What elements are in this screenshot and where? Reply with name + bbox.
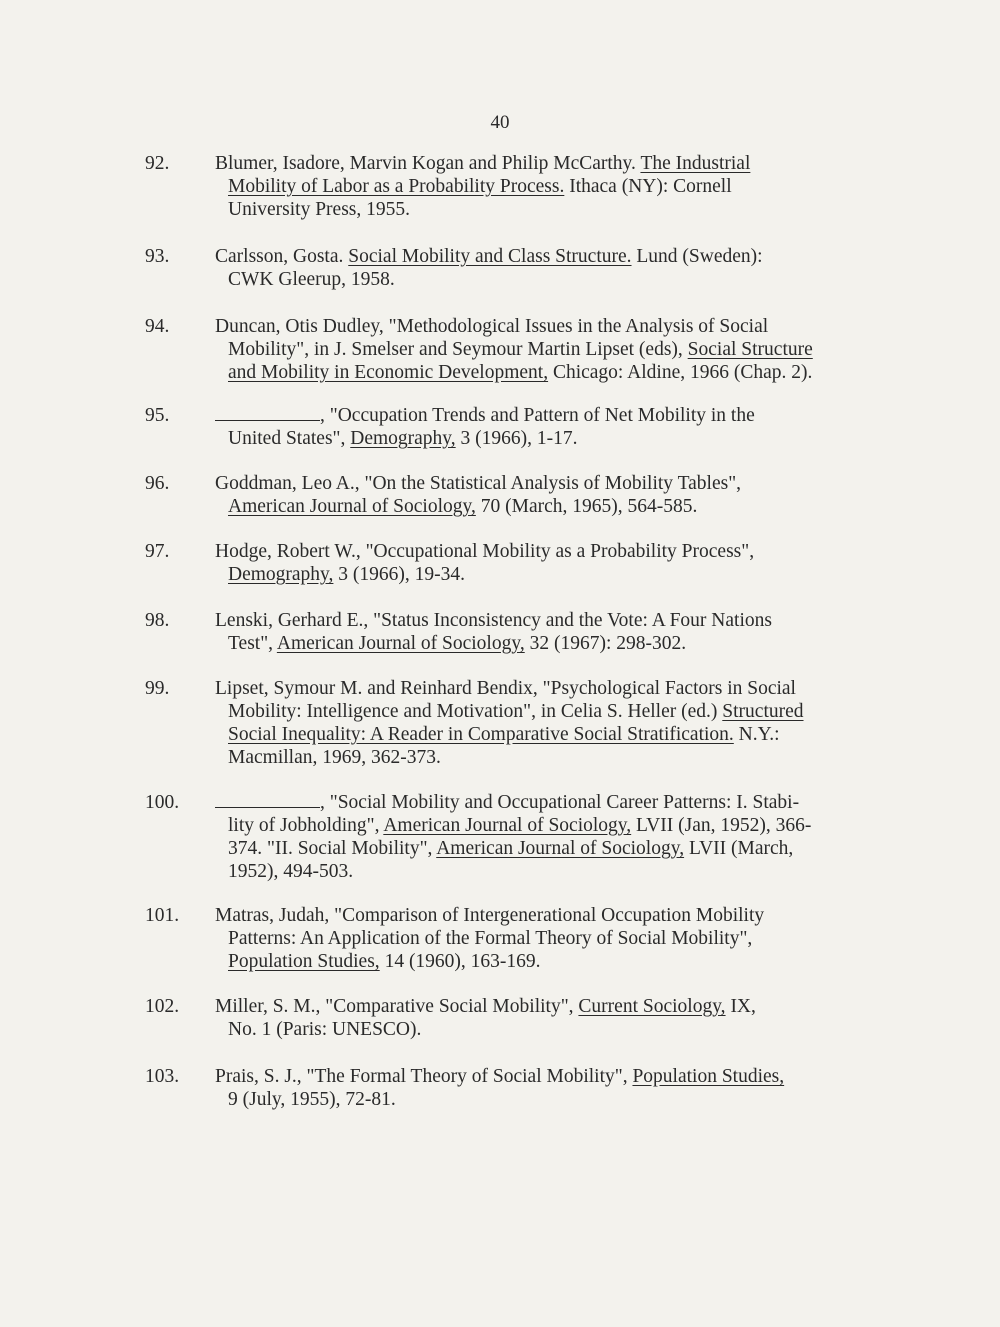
reference-entry	[145, 315, 813, 384]
reference-line	[215, 472, 741, 495]
reference-entry	[145, 152, 750, 221]
reference-line	[215, 315, 813, 338]
reference-text: Lipset, Symour M. and Reinhard Bendix, "Psychological Factors in Social	[215, 678, 796, 699]
reference-line	[215, 563, 754, 586]
reference-text: Test",	[228, 633, 277, 654]
reference-source-title: Demography,	[228, 564, 334, 585]
reference-line	[215, 723, 804, 746]
author-repeat-blank	[215, 406, 320, 421]
reference-line	[215, 198, 750, 221]
reference-source-title: Population Studies,	[632, 1066, 785, 1087]
reference-number: 97.	[145, 541, 170, 562]
reference-text: CWK Gleerup, 1958.	[228, 269, 395, 290]
reference-text: Chicago: Aldine, 1966 (Chap. 2).	[548, 362, 813, 383]
reference-line	[215, 791, 811, 814]
reference-number: 96.	[145, 473, 170, 494]
reference-text: LVII (March,	[684, 838, 794, 859]
reference-entry	[145, 472, 741, 518]
reference-text: Carlsson, Gosta.	[215, 246, 349, 267]
reference-line	[215, 245, 763, 268]
reference-number: 101.	[145, 905, 180, 926]
reference-text: Matras, Judah, "Comparison of Intergenerational Occupation Mobility	[215, 905, 765, 926]
reference-text: Goddman, Leo A., "On the Statistical Analysis of Mobility Tables",	[215, 473, 742, 494]
reference-text: University Press, 1955.	[228, 199, 410, 220]
reference-line	[215, 495, 741, 518]
reference-line	[215, 175, 750, 198]
reference-text: Patterns: An Application of the Formal Theory of Social Mobility",	[228, 928, 753, 949]
reference-entry	[145, 904, 764, 973]
author-repeat-blank	[215, 793, 320, 808]
reference-text: Prais, S. J., "The Formal Theory of Social Mobility",	[215, 1066, 633, 1087]
reference-text: Mobility: Intelligence and Motivation", in Celia S. Heller (ed.)	[228, 701, 723, 722]
reference-line	[215, 1065, 784, 1088]
reference-number: 98.	[145, 610, 170, 631]
reference-text: Mobility", in J. Smelser and Seymour Martin Lipset (eds),	[228, 339, 688, 360]
reference-number: 95.	[145, 405, 170, 426]
reference-line	[215, 814, 811, 837]
reference-source-title: The Industrial	[640, 153, 751, 174]
reference-source-title: Social Mobility and Class Structure.	[348, 246, 632, 267]
reference-text: 3 (1966), 19-34.	[333, 564, 466, 585]
reference-text: , "Occupation Trends and Pattern of Net Mobility in the	[320, 405, 755, 426]
reference-line	[215, 268, 763, 291]
reference-source-title: American Journal of Sociology,	[383, 815, 632, 836]
reference-text: Duncan, Otis Dudley, "Methodological Issues in the Analysis of Social	[215, 316, 769, 337]
reference-source-title: Mobility of Labor as a Probability Process.	[228, 176, 565, 197]
reference-source-title: American Journal of Sociology,	[436, 838, 685, 859]
reference-text: 9 (July, 1955), 72-81.	[228, 1089, 396, 1110]
reference-entry	[145, 791, 811, 883]
reference-number: 92.	[145, 153, 170, 174]
reference-entry	[145, 245, 763, 291]
reference-source-title: American Journal of Sociology,	[228, 496, 476, 517]
reference-text: Blumer, Isadore, Marvin Kogan and Philip McCarthy.	[215, 153, 641, 174]
reference-line	[215, 338, 813, 361]
reference-text: Miller, S. M., "Comparative Social Mobility",	[215, 996, 579, 1017]
reference-line	[215, 1088, 784, 1111]
page-number: 40	[490, 112, 510, 133]
reference-source-title: Social Inequality: A Reader in Comparative Social Stratification.	[228, 724, 734, 745]
reference-line	[215, 860, 811, 883]
reference-source-title: Demography,	[350, 428, 456, 449]
reference-entry	[145, 1065, 784, 1111]
reference-text: 1952), 494-503.	[228, 861, 354, 882]
reference-line	[215, 427, 755, 450]
reference-text: LVII (Jan, 1952), 366-	[631, 815, 812, 836]
reference-number: 99.	[145, 678, 170, 699]
reference-number: 100.	[145, 792, 180, 813]
reference-line	[215, 677, 804, 700]
reference-source-title: Current Sociology,	[578, 996, 726, 1017]
reference-source-title: American Journal of Sociology,	[276, 633, 525, 654]
reference-entry	[145, 609, 772, 655]
reference-line	[215, 927, 764, 950]
reference-line	[215, 632, 772, 655]
reference-number: 102.	[145, 996, 180, 1017]
reference-number: 94.	[145, 316, 170, 337]
reference-line	[215, 404, 755, 427]
reference-entry	[145, 404, 755, 450]
reference-text: N.Y.:	[733, 724, 780, 745]
reference-text: 70 (March, 1965), 564-585.	[475, 496, 698, 517]
reference-line	[215, 837, 811, 860]
reference-line	[215, 609, 772, 632]
reference-line	[215, 995, 756, 1018]
reference-source-title: Structured	[722, 701, 804, 722]
reference-line	[215, 1018, 756, 1041]
reference-source-title: and Mobility in Economic Development,	[228, 362, 549, 383]
reference-source-title: Social Structure	[687, 339, 813, 360]
reference-line	[215, 700, 804, 723]
reference-text: Hodge, Robert W., "Occupational Mobility as a Probability Process",	[215, 541, 755, 562]
reference-text: 3 (1966), 1-17.	[455, 428, 578, 449]
reference-text: Macmillan, 1969, 362-373.	[228, 747, 441, 768]
reference-text: Lund (Sweden):	[631, 246, 763, 267]
reference-entry	[145, 995, 756, 1041]
reference-line	[215, 361, 813, 384]
reference-text: , "Social Mobility and Occupational Career Patterns: I. Stabi-	[320, 792, 800, 813]
reference-text: IX,	[725, 996, 756, 1017]
reference-text: 32 (1967): 298-302.	[524, 633, 687, 654]
reference-text: No. 1 (Paris: UNESCO).	[228, 1019, 422, 1040]
reference-line	[215, 540, 754, 563]
reference-number: 93.	[145, 246, 170, 267]
reference-source-title: Population Studies,	[228, 951, 380, 972]
reference-text: Ithaca (NY): Cornell	[564, 176, 732, 197]
reference-number: 103.	[145, 1066, 180, 1087]
reference-entry	[145, 677, 804, 769]
reference-line	[215, 904, 764, 927]
reference-text: Lenski, Gerhard E., "Status Inconsistency and the Vote: A Four Nations	[215, 610, 772, 631]
reference-entry	[145, 540, 754, 586]
reference-line	[215, 746, 804, 769]
reference-line	[215, 152, 750, 175]
reference-line	[215, 950, 764, 973]
reference-text: 14 (1960), 163-169.	[379, 951, 541, 972]
reference-text: lity of Jobholding",	[228, 815, 384, 836]
reference-text: 374. "II. Social Mobility",	[228, 838, 437, 859]
reference-text: United States",	[228, 428, 351, 449]
